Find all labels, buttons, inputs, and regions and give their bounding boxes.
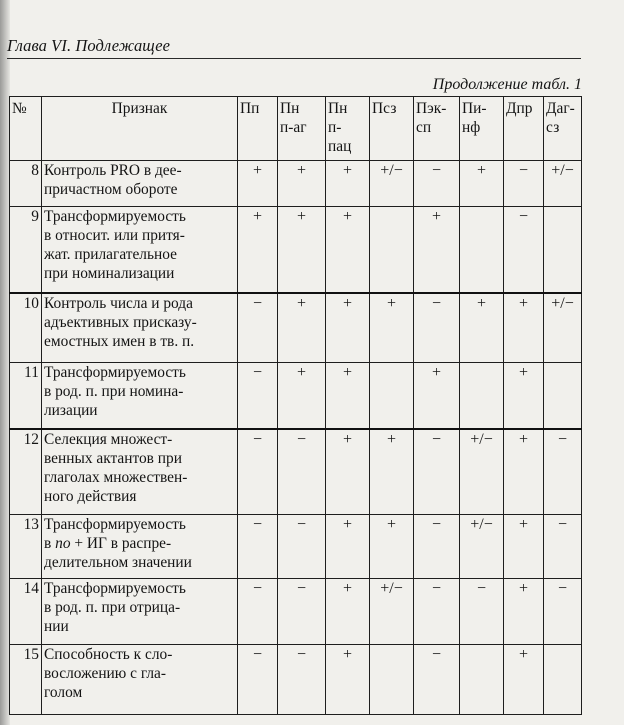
table-row bbox=[10, 645, 582, 715]
column-header: Дпр bbox=[504, 97, 544, 161]
feature-value-cell: +/− bbox=[460, 429, 504, 515]
column-header: Пн п- пац bbox=[326, 97, 370, 161]
feature-value-cell: − bbox=[278, 645, 326, 715]
feature-value-cell bbox=[460, 363, 504, 429]
running-head: Глава VI. Подлежащее bbox=[7, 36, 171, 55]
feature-value-cell: + bbox=[278, 161, 326, 207]
feature-value-cell: − bbox=[238, 645, 278, 715]
feature-description: Трансформируемость в относит. или притя- жат. прилагательное при номинализации bbox=[42, 207, 238, 293]
feature-value-cell: + bbox=[504, 429, 544, 515]
table-row bbox=[10, 429, 582, 515]
feature-value-cell: + bbox=[460, 293, 504, 363]
feature-value-cell: − bbox=[414, 579, 460, 645]
feature-value-cell: + bbox=[326, 429, 370, 515]
row-number: 12 bbox=[10, 429, 42, 515]
feature-value-cell: − bbox=[460, 579, 504, 645]
feature-value-cell: + bbox=[238, 207, 278, 293]
feature-value-cell: − bbox=[544, 515, 582, 579]
feature-description: Контроль PRO в дее- причастном обороте bbox=[42, 161, 238, 207]
feature-value-cell: − bbox=[414, 515, 460, 579]
table-row bbox=[10, 161, 582, 207]
feature-value-cell: − bbox=[544, 579, 582, 645]
column-header: Даг- сз bbox=[544, 97, 582, 161]
feature-description: Селекция множест- венных актантов при глаголах множествен- ного действия bbox=[42, 429, 238, 515]
feature-value-cell: + bbox=[326, 293, 370, 363]
feature-value-cell: +/− bbox=[460, 515, 504, 579]
feature-value-cell: +/− bbox=[544, 161, 582, 207]
row-number: 15 bbox=[10, 645, 42, 715]
table-row bbox=[10, 579, 582, 645]
feature-value-cell: + bbox=[326, 645, 370, 715]
feature-value-cell: + bbox=[326, 207, 370, 293]
row-number: 9 bbox=[10, 207, 42, 293]
column-header: Пп bbox=[238, 97, 278, 161]
feature-value-cell: − bbox=[238, 579, 278, 645]
feature-value-cell: + bbox=[504, 363, 544, 429]
feature-value-cell: − bbox=[414, 645, 460, 715]
feature-value-cell: + bbox=[414, 207, 460, 293]
feature-description: Контроль числа и рода адъективных присказу- емостных имен в тв. п. bbox=[42, 293, 238, 363]
feature-value-cell bbox=[370, 207, 414, 293]
feature-value-cell: +/− bbox=[370, 161, 414, 207]
feature-value-cell bbox=[460, 645, 504, 715]
feature-value-cell: − bbox=[544, 429, 582, 515]
feature-value-cell: − bbox=[238, 429, 278, 515]
feature-value-cell: + bbox=[504, 579, 544, 645]
feature-value-cell: + bbox=[326, 363, 370, 429]
header-rule bbox=[7, 58, 581, 59]
table-row bbox=[10, 293, 582, 363]
column-header: Пн п-аг bbox=[278, 97, 326, 161]
feature-value-cell: + bbox=[370, 293, 414, 363]
feature-value-cell: + bbox=[278, 293, 326, 363]
feature-value-cell: + bbox=[326, 579, 370, 645]
feature-value-cell: − bbox=[504, 207, 544, 293]
feature-value-cell bbox=[544, 207, 582, 293]
table-row bbox=[10, 363, 582, 429]
feature-value-cell: − bbox=[414, 429, 460, 515]
feature-value-cell: + bbox=[414, 363, 460, 429]
feature-value-cell: + bbox=[504, 515, 544, 579]
feature-value-cell: +/− bbox=[370, 579, 414, 645]
row-number: 13 bbox=[10, 515, 42, 579]
feature-value-cell: + bbox=[504, 645, 544, 715]
feature-value-cell: + bbox=[326, 161, 370, 207]
feature-value-cell bbox=[544, 645, 582, 715]
feature-value-cell: + bbox=[370, 429, 414, 515]
table-header-row bbox=[10, 97, 582, 161]
feature-value-cell: + bbox=[278, 207, 326, 293]
feature-description: Способность к сло- восложению с гла- голом bbox=[42, 645, 238, 715]
number-column-header: № bbox=[10, 97, 42, 161]
feature-description: Трансформируемость в род. п. при номина- лизации bbox=[42, 363, 238, 429]
row-number: 14 bbox=[10, 579, 42, 645]
feature-value-cell: − bbox=[414, 293, 460, 363]
features-table bbox=[9, 96, 582, 715]
feature-value-cell bbox=[460, 207, 504, 293]
feature-value-cell: + bbox=[370, 515, 414, 579]
feature-value-cell: − bbox=[238, 515, 278, 579]
column-header: Пи- нф bbox=[460, 97, 504, 161]
table-row bbox=[10, 207, 582, 293]
column-header: Пэк- сп bbox=[414, 97, 460, 161]
row-number: 10 bbox=[10, 293, 42, 363]
feature-value-cell: + bbox=[238, 161, 278, 207]
feature-description: Трансформируемость в по + ИГ в распре- делительном значении bbox=[42, 515, 238, 579]
feature-column-header: Признак bbox=[42, 97, 238, 161]
feature-value-cell: + bbox=[504, 293, 544, 363]
table-continuation-label: Продолжение табл. 1 bbox=[432, 76, 582, 93]
feature-value-cell: − bbox=[278, 579, 326, 645]
feature-value-cell: − bbox=[238, 293, 278, 363]
feature-value-cell bbox=[370, 645, 414, 715]
feature-value-cell: − bbox=[414, 161, 460, 207]
feature-value-cell: − bbox=[238, 363, 278, 429]
row-number: 8 bbox=[10, 161, 42, 207]
feature-value-cell: − bbox=[504, 161, 544, 207]
feature-value-cell: + bbox=[326, 515, 370, 579]
row-number: 11 bbox=[10, 363, 42, 429]
table-row bbox=[10, 515, 582, 579]
feature-value-cell bbox=[370, 363, 414, 429]
feature-value-cell: + bbox=[278, 363, 326, 429]
feature-value-cell: − bbox=[278, 515, 326, 579]
column-header: Псз bbox=[370, 97, 414, 161]
feature-value-cell: − bbox=[278, 429, 326, 515]
feature-value-cell bbox=[544, 363, 582, 429]
feature-value-cell: +/− bbox=[544, 293, 582, 363]
feature-description: Трансформируемость в род. п. при отрица- нии bbox=[42, 579, 238, 645]
feature-value-cell: + bbox=[460, 161, 504, 207]
